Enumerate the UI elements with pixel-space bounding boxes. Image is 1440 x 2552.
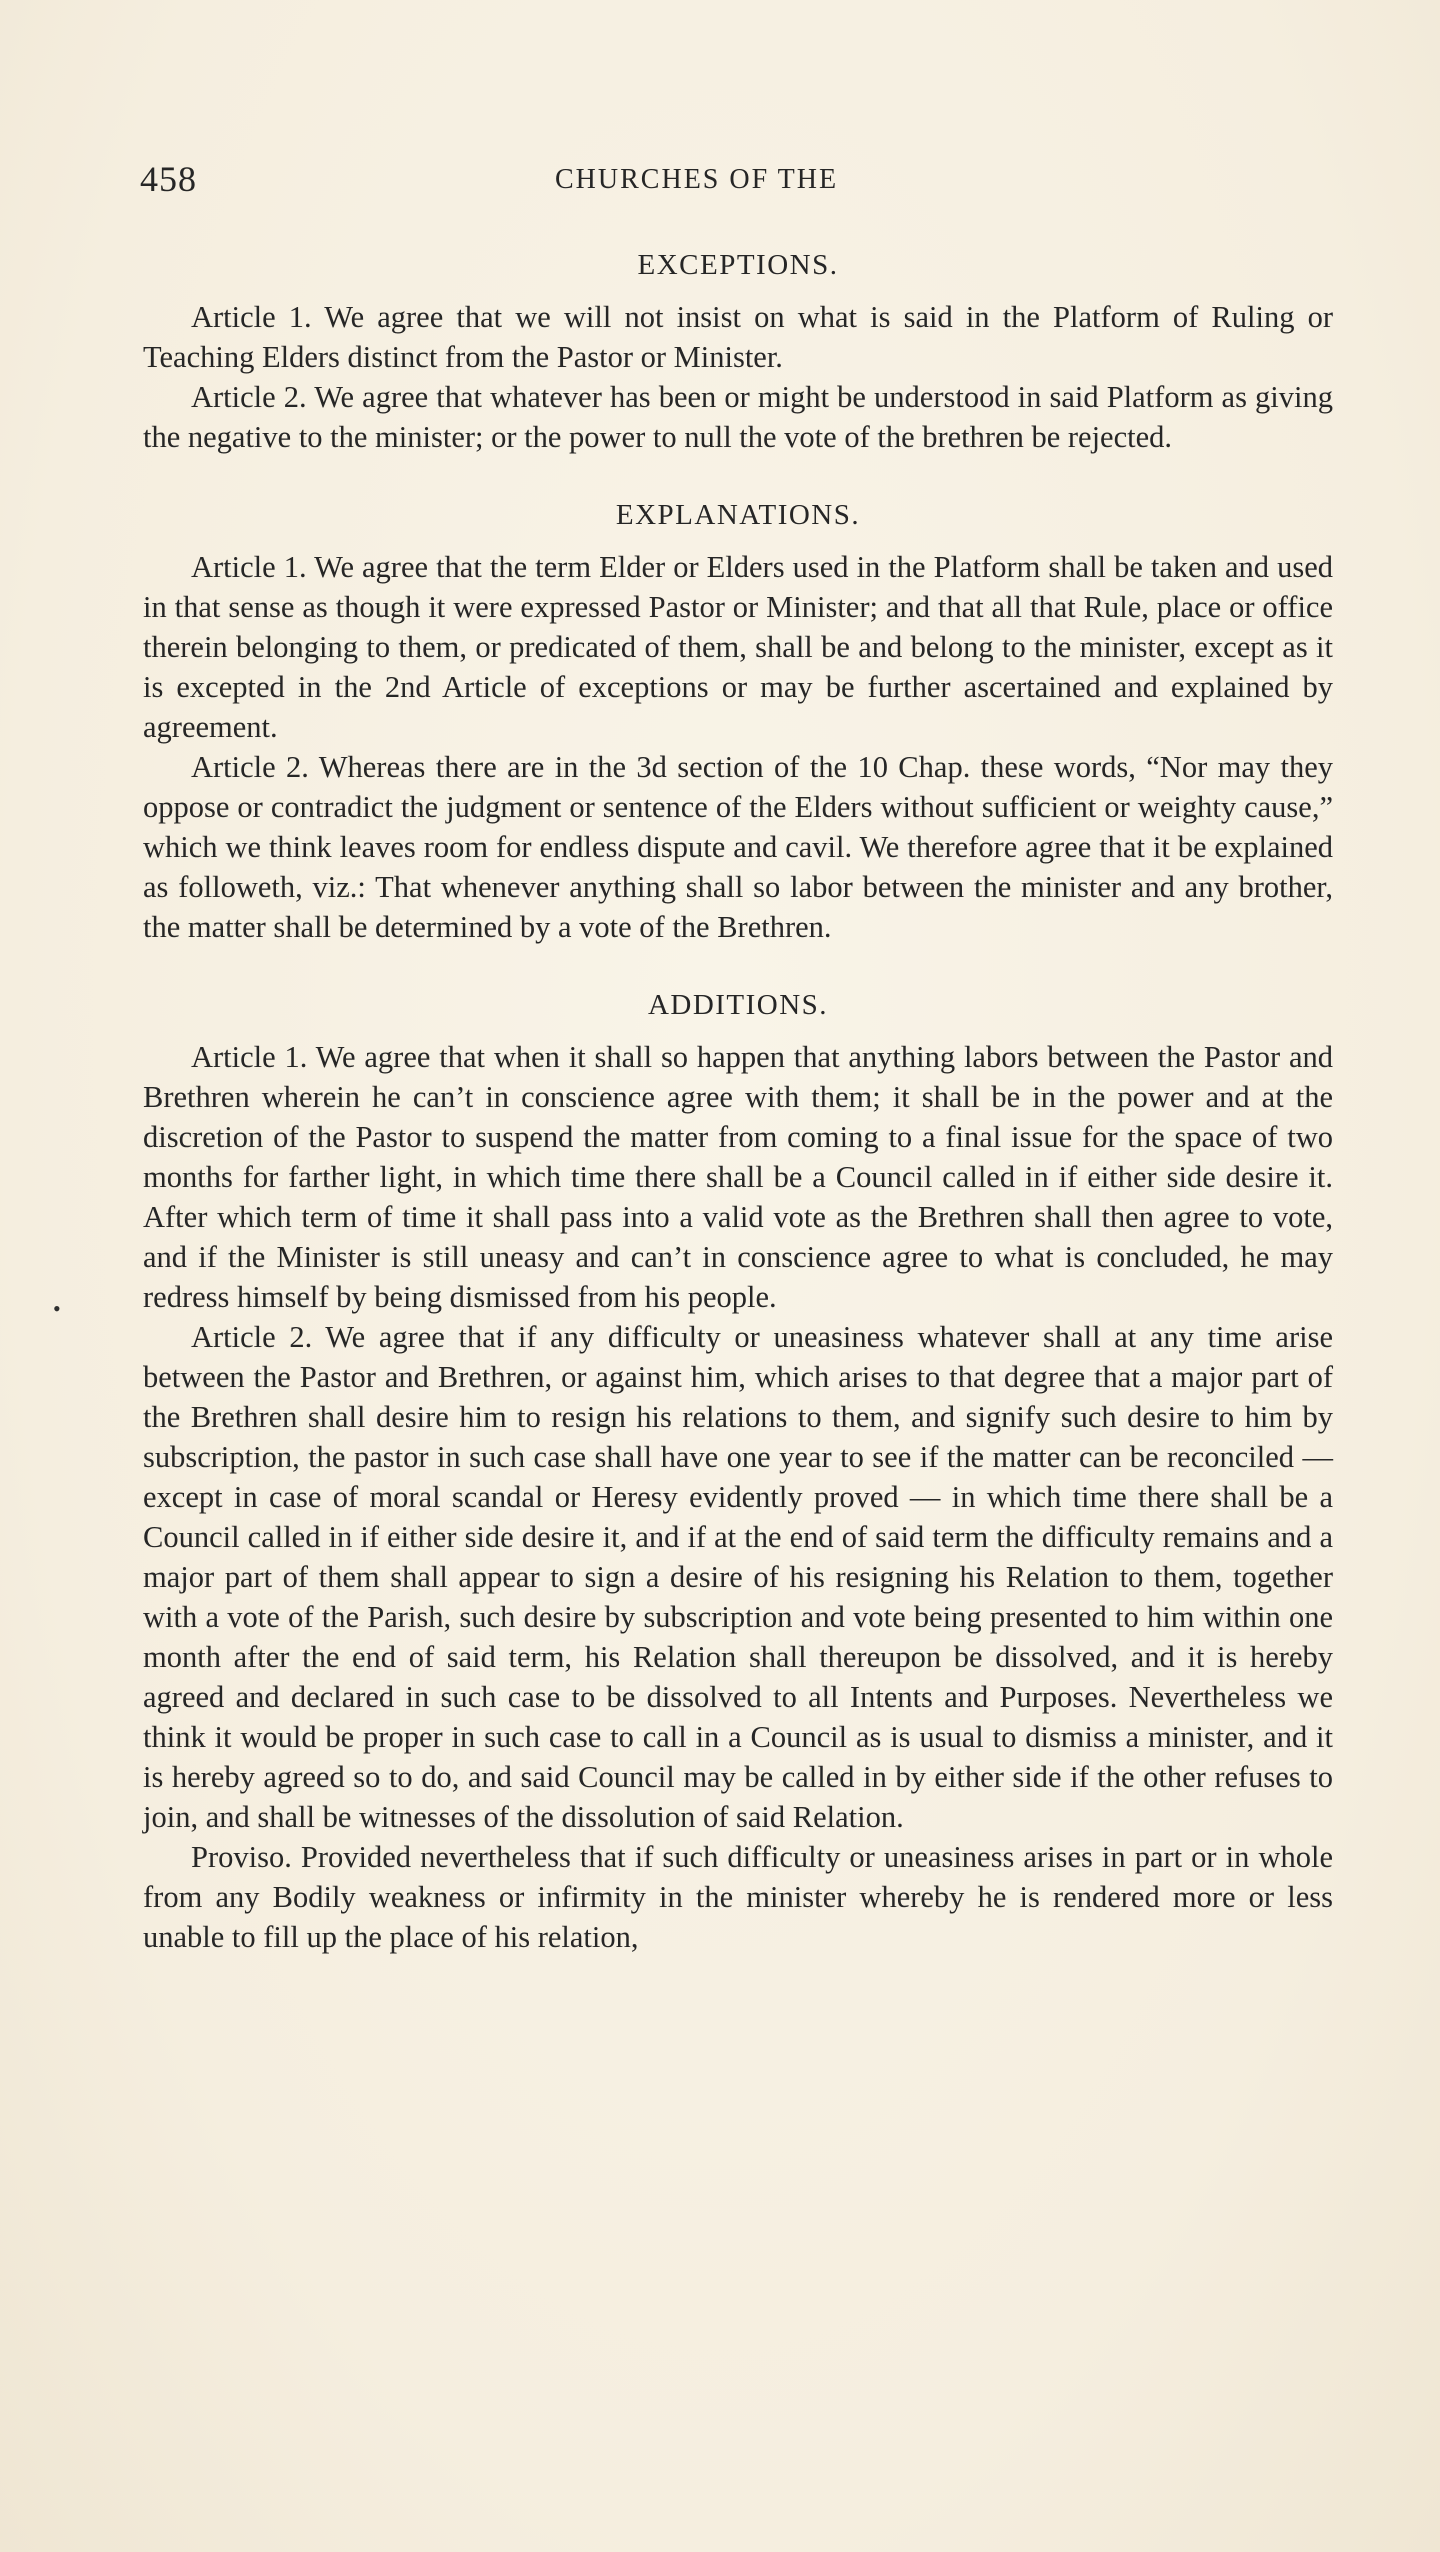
spacer (143, 947, 1333, 985)
page-header (140, 158, 1340, 208)
running-head: CHURCHES OF THE (555, 164, 839, 195)
additions-article-1: Article 1. We agree that when it shall so happen that anything labors between the Pastor and Brethren wherein he can’t in conscience agree with them; it shall be in the power and at the discretion of the Pastor to suspend the matter from coming to a final issue for the space of two months for farther light, in which time there shall be a Council called in if either side desire it. After which term of time it shall pass into a valid vote as the Brethren shall then agree to vote, and if the Minister is still uneasy and can’t in conscience agree to what is concluded, he may redress himself by being dismissed from his people. (143, 1040, 1333, 1314)
spacer (143, 285, 1333, 297)
exceptions-article-2: Article 2. We agree that whatever has been or might be understood in said Platform as giving the negative to the minister; or the power to null the vote of the brethren be rejected. (143, 380, 1333, 454)
exceptions-article-1: Article 1. We agree that we will not insist on what is said in the Platform of Ruling or Teaching Elders distinct from the Pastor or Minister. (143, 300, 1333, 374)
section-title-exceptions: EXCEPTIONS. (637, 249, 839, 281)
spacer (143, 1025, 1333, 1037)
page-number: 458 (140, 159, 197, 199)
explanations-article-1: Article 1. We agree that the term Elder or Elders used in the Platform shall be taken and used in that sense as though it were expressed Pastor or Minister; and that all that Rule, place or office therein belonging to them, or predicated of them, shall be and belong to the minister, except as it is excepted in the 2nd Article of exceptions or may be further ascertained and explained by agreement. (143, 550, 1333, 744)
explanations-article-2: Article 2. Whereas there are in the 3d section of the 10 Chap. these words, “Nor may they oppose or contradict the judgment or sentence of the Elders without sufficient or weighty cause,” which we think leaves room for endless dispute and cavil. We therefore agree that it be explained as followeth, viz.: That whenever anything shall so labor between the minister and any brother, the matter shall be determined by a vote of the Brethren. (143, 750, 1333, 944)
spacer (143, 457, 1333, 495)
page-content (143, 245, 1333, 1957)
section-title-explanations: EXPLANATIONS. (615, 499, 861, 531)
additions-proviso: Proviso. Provided nevertheless that if such difficulty or uneasiness arises in part or in whole from any Bodily weakness or infirmity in the minister whereby he is rendered more or less unable to fill up the place of his relation, (143, 1840, 1333, 1954)
section-title-additions: ADDITIONS. (647, 989, 829, 1021)
printer-mark-dot: • (53, 1296, 61, 1321)
spacer (143, 535, 1333, 547)
additions-article-2: Article 2. We agree that if any difficulty or uneasiness whatever shall at any time arise between the Pastor and Brethren, or against him, which arises to that degree that a major part of the Brethren shall desire him to resign his relations to them, and signify such desire to him by subscription, the pastor in such case shall have one year to see if the matter can be reconciled — except in case of moral scandal or Heresy evidently proved — in which time there shall be a Council called in if either side desire it, and if at the end of said term the difficulty remains and a major part of them shall appear to sign a desire of his resigning his Relation to them, together with a vote of the Parish, such desire by subscription and vote being presented to him within one month after the end of said term, his Relation shall thereupon be dissolved, and it is hereby agreed and declared in such case to be dissolved to all Intents and Purposes. Nevertheless we think it would be proper in such case to call in a Council as is usual to dismiss a minister, and it is hereby agreed so to do, and said Council may be called in by either side if the other refuses to join, and shall be witnesses of the dissolution of said Relation. (143, 1320, 1333, 1834)
